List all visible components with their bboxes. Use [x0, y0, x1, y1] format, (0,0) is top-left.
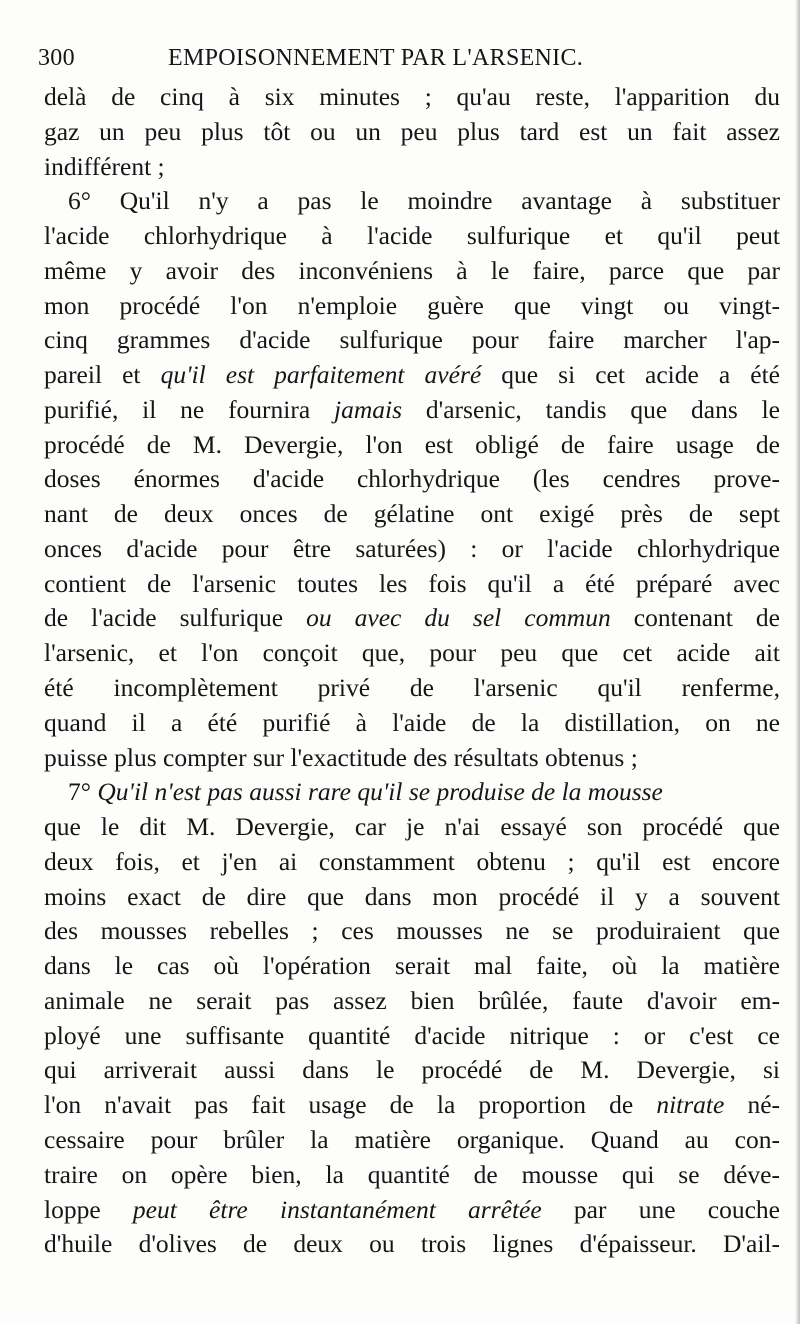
text-line	[44, 1158, 780, 1193]
text-line	[44, 1019, 780, 1054]
text-line	[44, 358, 780, 393]
text-segment: traire on opère bien, la quantité de mousse qui se déve-	[44, 1159, 780, 1189]
text-segment: contient de l'arsenic toutes les fois qu'il a été préparé avec	[44, 568, 780, 598]
text-segment: que si cet acide a été	[481, 360, 780, 390]
text-line	[44, 880, 780, 915]
text-line	[44, 462, 780, 497]
text-segment: dans le cas où l'opération serait mal faite, où la matière	[44, 951, 780, 981]
text-segment: animale ne serait pas assez bien brûlée, faute d'avoir em-	[44, 985, 780, 1015]
text-line	[44, 497, 780, 532]
text-line	[44, 706, 780, 741]
text-segment: de l'acide sulfurique	[44, 603, 307, 633]
text-segment: l'arsenic, et l'on conçoit que, pour peu que cet acide ait	[44, 638, 780, 668]
text-segment: onces d'acide pour être saturées) : or l'acide chlorhydrique	[44, 533, 780, 563]
text-segment: doses énormes d'acide chlorhydrique (les cendres prove-	[44, 464, 780, 494]
text-segment: d'arsenic, tandis que dans le	[402, 394, 780, 424]
body-text	[44, 80, 780, 1262]
italic-text: peut être instantanément arrêtée	[132, 1194, 542, 1224]
text-segment: ployé une suffisante quantité d'acide nitrique : or c'est ce	[44, 1020, 780, 1050]
text-line	[44, 741, 780, 776]
text-line	[44, 289, 780, 324]
text-line	[44, 1193, 780, 1228]
text-segment: moins exact de dire que dans mon procédé il y a souvent	[44, 881, 780, 911]
text-line	[44, 115, 780, 150]
page-edge-shadow	[795, 0, 800, 1324]
text-segment: purifié, il ne fournira	[44, 394, 335, 424]
text-segment: contenant de	[610, 603, 780, 633]
text-segment: gaz un peu plus tôt ou un peu plus tard est un fait assez	[44, 116, 780, 146]
text-segment: l'on n'avait pas fait usage de la proportion de	[44, 1090, 657, 1120]
text-segment: quand il a été purifié à l'aide de la distillation, on ne	[44, 707, 780, 737]
text-segment: puisse plus compter sur l'exactitude des résultats obtenus ;	[44, 742, 638, 772]
text-line	[44, 393, 780, 428]
text-line	[44, 775, 780, 810]
text-segment: 6° Qu'il n'y a pas le moindre avantage à substituer	[68, 186, 780, 216]
text-segment: procédé de M. Devergie, l'on est obligé de faire usage de	[44, 429, 780, 459]
text-segment: cessaire pour brûler la matière organique. Quand au con-	[44, 1124, 780, 1154]
text-segment: des mousses rebelles ; ces mousses ne se produiraient que	[44, 916, 780, 946]
text-segment: nant de deux onces de gélatine ont exigé près de sept	[44, 499, 780, 529]
text-segment: né-	[724, 1090, 781, 1120]
text-line	[44, 914, 780, 949]
text-line	[44, 1123, 780, 1158]
text-line	[44, 532, 780, 567]
italic-text: Qu'il n'est pas aussi rare qu'il se produise de la mousse	[97, 777, 663, 807]
text-segment: été incomplètement privé de l'arsenic qu'il renferme,	[44, 673, 780, 703]
text-line	[44, 254, 780, 289]
text-segment: qui arriverait aussi dans le procédé de M. Devergie, si	[44, 1055, 780, 1085]
text-line	[44, 1227, 780, 1262]
text-segment: d'huile d'olives de deux ou trois lignes d'épaisseur. D'ail-	[44, 1229, 780, 1259]
text-segment: mon procédé l'on n'emploie guère que vingt ou vingt-	[44, 290, 780, 320]
text-line	[44, 1053, 780, 1088]
text-segment: deux fois, et j'en ai constamment obtenu ; qu'il est encore	[44, 846, 780, 876]
text-line	[44, 601, 780, 636]
page-number: 300	[38, 45, 75, 71]
text-line	[44, 567, 780, 602]
text-line	[44, 810, 780, 845]
text-segment: l'acide chlorhydrique à l'acide sulfurique et qu'il peut	[44, 221, 780, 251]
text-line	[44, 184, 780, 219]
italic-text: qu'il est parfaitement avéré	[160, 360, 482, 390]
text-line	[44, 150, 780, 185]
text-segment: que le dit M. Devergie, car je n'ai essayé son procédé que	[44, 812, 780, 842]
text-line	[44, 1088, 780, 1123]
text-segment: indifférent ;	[44, 151, 165, 181]
text-segment: cinq grammes d'acide sulfurique pour faire marcher l'ap-	[44, 325, 780, 355]
text-line	[44, 323, 780, 358]
text-line	[44, 636, 780, 671]
text-segment: même y avoir des inconvéniens à le faire, parce que par	[44, 255, 780, 285]
text-line	[44, 845, 780, 880]
text-segment: delà de cinq à six minutes ; qu'au reste, l'apparition du	[44, 82, 780, 111]
text-line	[44, 428, 780, 463]
text-line	[44, 219, 780, 254]
text-line	[44, 671, 780, 706]
italic-text: nitrate	[656, 1090, 725, 1120]
italic-text: jamais	[334, 394, 403, 424]
text-segment: loppe	[44, 1194, 133, 1224]
text-segment: 7°	[68, 777, 98, 807]
text-line	[44, 80, 780, 115]
text-segment: pareil et	[44, 360, 161, 390]
running-header	[38, 38, 778, 78]
running-title: EMPOISONNEMENT PAR L'ARSENIC.	[168, 45, 584, 71]
text-line	[44, 984, 780, 1019]
text-line	[44, 949, 780, 984]
italic-text: ou avec du sel commun	[306, 603, 611, 633]
text-segment: par une couche	[541, 1194, 780, 1224]
